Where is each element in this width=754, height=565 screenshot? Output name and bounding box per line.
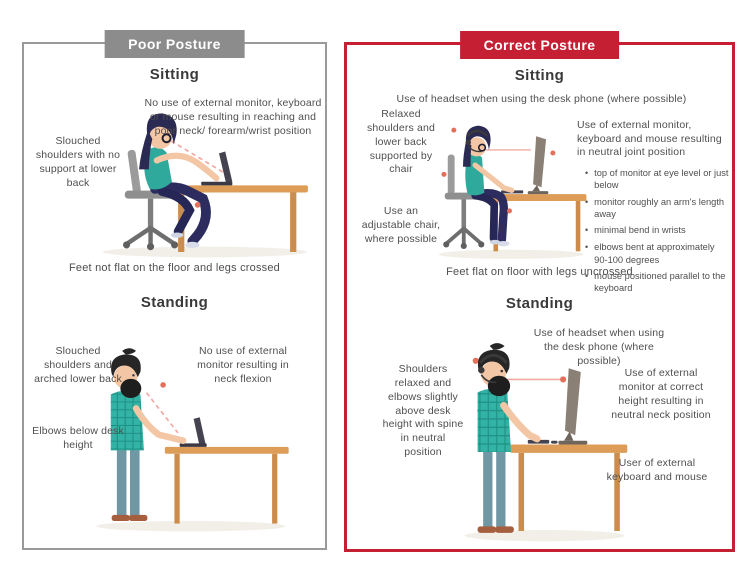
bullet-item <box>585 241 729 265</box>
bullet-item <box>585 224 729 237</box>
bullet-text: mouse positioned parallel to the keyboard <box>594 271 726 294</box>
poor-standing-note-left-bottom: Elbows below desk height <box>32 425 124 451</box>
poor-standing-note-left-top: Slouched shoulders and arched lower back <box>34 345 122 385</box>
bullet-item <box>585 167 729 191</box>
correct-sitting-caption: Feet flat on floor with legs uncrossed <box>446 266 633 278</box>
correct-standing-note-right-bottom: User of external keyboard and mouse <box>606 457 708 483</box>
bullet-text: top of monitor at eye level or just below <box>594 167 729 190</box>
poor-sitting-note-right: No use of external monitor, keyboard or mouse resulting in reaching and poor neck/ forearm/wrist position <box>144 97 322 137</box>
upright-sitting-woman <box>463 126 512 247</box>
poor-standing-note-right: No use of external monitor resulting in neck flexion <box>197 345 289 385</box>
poor-sitting-caption: Feet not flat on the floor and legs crossed <box>69 262 280 274</box>
correct-sitting-illustration <box>431 105 591 265</box>
poor-sitting-heading: Sitting <box>149 66 200 83</box>
bullet-dot <box>585 196 588 220</box>
marker-dot <box>550 150 555 155</box>
correct-sitting-note-left-top: Relaxed shoulders and lower back supported by chair <box>367 108 435 176</box>
correct-sitting-note-left-bottom: Use an adjustable chair, where possible <box>361 205 441 245</box>
bullet-text: minimal bend in wrists <box>594 225 686 236</box>
bullet-text: monitor roughly an arm's length away <box>594 196 725 219</box>
floor-shadow <box>97 521 285 531</box>
correct-sitting-heading: Sitting <box>514 67 565 84</box>
correct-posture-panel <box>344 37 735 552</box>
marker-dot <box>473 358 479 364</box>
marker-dot <box>160 382 166 388</box>
poor-sitting-note-left: Slouched shoulders with no support at lower back <box>35 135 121 189</box>
marker-dot <box>451 128 456 133</box>
correct-sitting-note-right-title: Use of external monitor, keyboard and mouse resulting in neutral joint position <box>577 119 722 159</box>
standing-desk <box>165 447 289 524</box>
bullet-dot <box>585 241 588 265</box>
marker-dot <box>195 202 201 208</box>
poor-standing-heading: Standing <box>140 294 209 311</box>
floor-shadow <box>439 250 584 259</box>
bullet-item <box>585 196 729 220</box>
correct-standing-heading: Standing <box>505 295 574 312</box>
correct-sitting-note-top: Use of headset when using the desk phone (where possible) <box>396 93 687 105</box>
upright-standing-man <box>478 343 538 533</box>
correct-standing-note-top: Use of headset when using the desk phone (where possible) <box>533 327 665 367</box>
correct-posture-badge: Correct Posture <box>460 31 620 59</box>
poor-posture-panel <box>22 36 327 550</box>
poor-posture-badge: Poor Posture <box>104 30 245 58</box>
correct-standing-note-right-top: Use of external monitor at correct height resulting in neutral neck position <box>611 367 711 421</box>
floor-shadow <box>103 247 307 258</box>
bullet-text: elbows bent at approximately 90-100 degrees <box>594 242 715 265</box>
marker-dot <box>507 208 512 213</box>
mouse <box>551 441 558 444</box>
marker-dot <box>560 376 566 382</box>
bullet-dot <box>585 167 588 191</box>
correct-standing-note-left: Shoulders relaxed and elbows slightly above desk height with spine in neutral position <box>382 363 464 459</box>
bullet-dot <box>585 224 588 237</box>
external-monitor <box>528 136 549 194</box>
